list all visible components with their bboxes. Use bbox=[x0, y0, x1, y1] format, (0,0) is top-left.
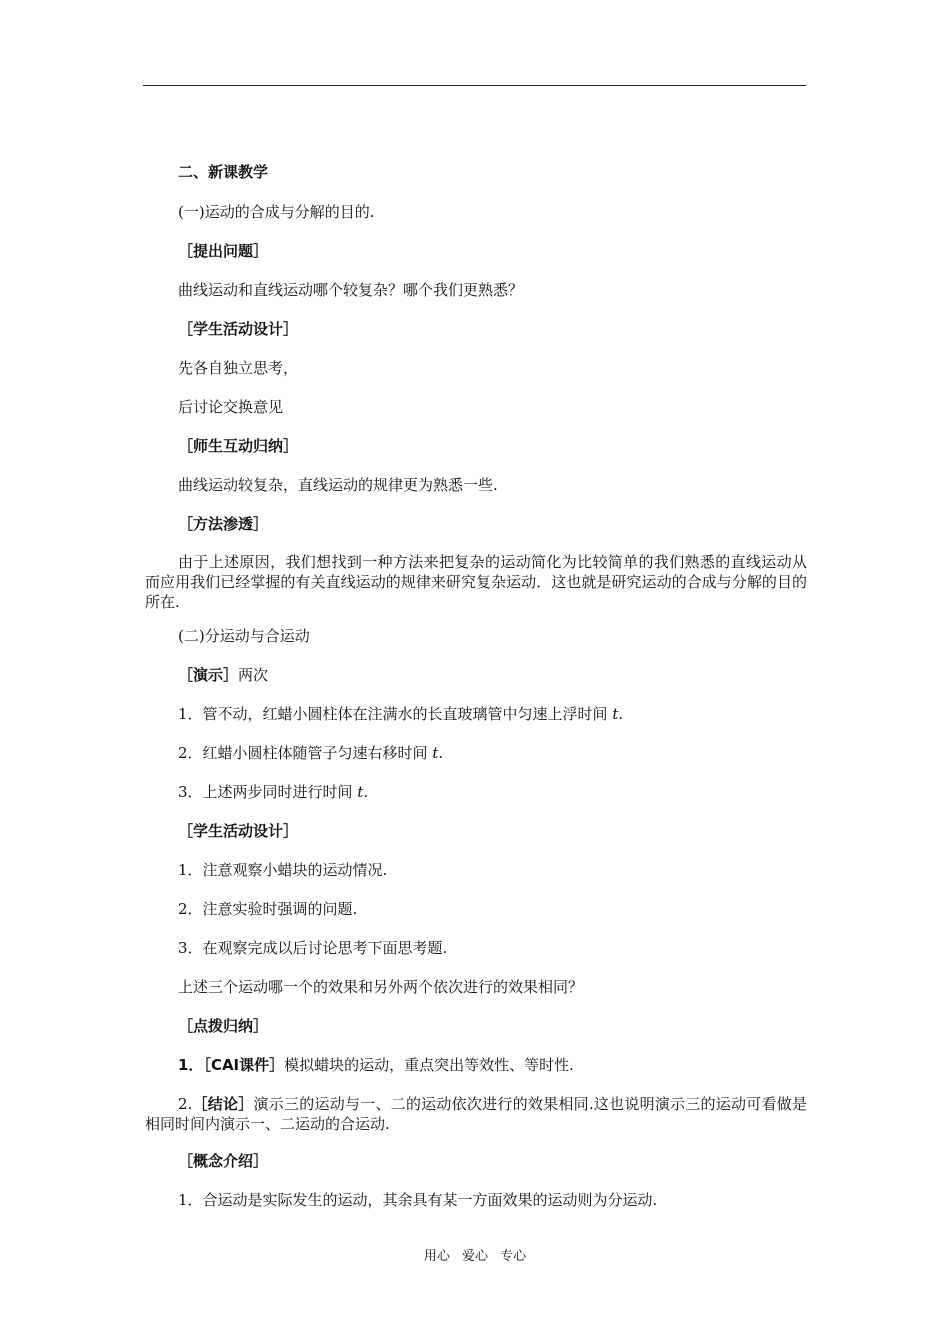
tag-student-activity-2: ［学生活动设计］ bbox=[178, 822, 299, 840]
demo-heading bbox=[178, 665, 268, 685]
var-t: t bbox=[612, 705, 619, 723]
demo-step-3: 3．上述两步同时进行时间 t. bbox=[178, 783, 369, 801]
demo-count: 两次 bbox=[238, 666, 269, 684]
tag-demo: ［演示］ bbox=[178, 666, 239, 684]
activity-line-2: 后讨论交换意见 bbox=[178, 398, 284, 416]
guidance-item-1: 1．［CAI课件］模拟蜡块的运动，重点突出等效性、等时性. bbox=[178, 1056, 574, 1074]
activity-item-2: 2．注意实验时强调的问题. bbox=[178, 900, 358, 918]
header-rule bbox=[143, 85, 806, 86]
activity-item-3: 3．在观察完成以后讨论思考下面思考题. bbox=[178, 939, 448, 957]
tag-cai-courseware: ［CAI课件］ bbox=[203, 1056, 285, 1074]
question-text: 曲线运动和直线运动哪个较复杂？哪个我们更熟悉？ bbox=[178, 281, 524, 299]
method-paragraph: 由于上述原因，我们想找到一种方法来把复杂的运动简化为比较简单的我们熟悉的直线运动从而应用我们已经掌握的有关直线运动的规律来研究复杂运动．这也就是研究运动的合成与分解的目的所在. bbox=[145, 553, 807, 611]
tag-method: ［方法渗透］ bbox=[178, 515, 269, 533]
tag-concept-intro: ［概念介绍］ bbox=[178, 1152, 269, 1170]
concept-item-1: 1．合运动是实际发生的运动，其余具有某一方面效果的运动则为分运动. bbox=[178, 1191, 658, 1209]
thinking-question: 上述三个运动哪一个的效果和另外两个依次进行的效果相同？ bbox=[178, 978, 584, 996]
activity-item-1: 1．注意观察小蜡块的运动情况. bbox=[178, 861, 388, 879]
var-t: t bbox=[432, 744, 439, 762]
subsection-heading-2: (二)分运动与合运动 bbox=[178, 627, 310, 645]
tag-conclusion: ［结论］ bbox=[192, 1095, 254, 1113]
section-title: 二、新课教学 bbox=[178, 163, 269, 181]
subsection-heading-1: (一)运动的合成与分解的目的. bbox=[178, 203, 375, 221]
var-t: t bbox=[357, 783, 364, 801]
tag-student-activity: ［学生活动设计］ bbox=[178, 320, 299, 338]
page-footer: 用心 爱心 专心 bbox=[423, 1249, 527, 1264]
tag-interactive-summary: ［师生互动归纳］ bbox=[178, 437, 299, 455]
demo-step-2: 2．红蜡小圆柱体随管子匀速右移时间 t. bbox=[178, 744, 444, 762]
demo-step-1: 1．管不动，红蜡小圆柱体在注满水的长直玻璃管中匀速上浮时间 t. bbox=[178, 705, 624, 723]
summary-text: 曲线运动较复杂，直线运动的规律更为熟悉一些. bbox=[178, 476, 498, 494]
tag-raise-question: ［提出问题］ bbox=[178, 242, 269, 260]
guidance-item-2: 2.［结论］演示三的运动与一、二的运动依次进行的效果相同.这也说明演示三的运动可看做是相同时间内演示一、二运动的合运动. bbox=[145, 1095, 807, 1133]
tag-guidance: ［点拨归纳］ bbox=[178, 1017, 269, 1035]
activity-line-1: 先各自独立思考， bbox=[178, 359, 299, 377]
